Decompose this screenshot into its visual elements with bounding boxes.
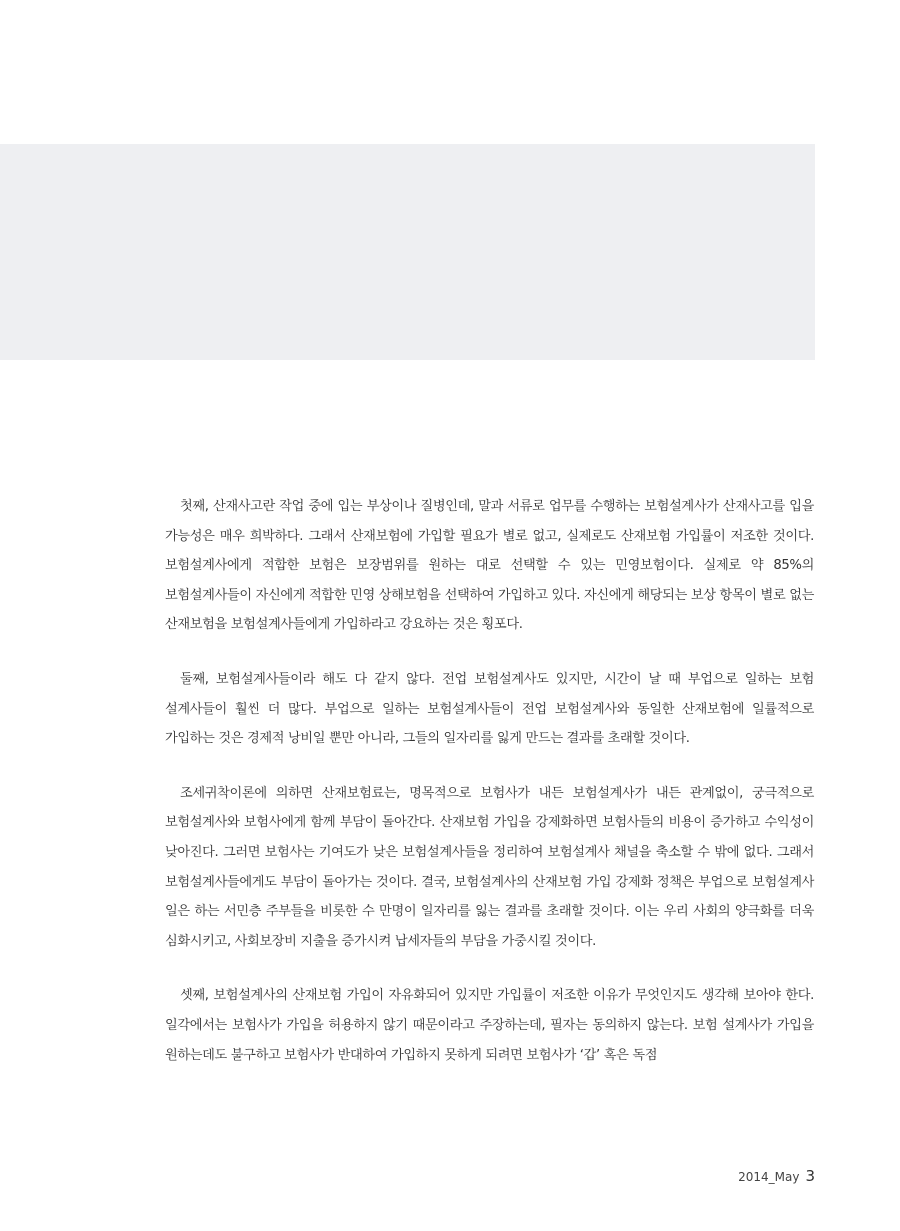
issue-label: 2014_May	[738, 1170, 800, 1184]
header-image-placeholder	[0, 144, 815, 360]
article-body	[165, 492, 814, 1095]
paragraph-first: 첫째, 산재사고란 작업 중에 입는 부상이나 질병인데, 말과 서류로 업무를 수행하는 보험설계사가 산재사고를 입을 가능성은 매우 희박하다. 그래서 산재보험에 가입할 필요가 별로 없고, 실제로도 산재보험 가입률이 저조한 것이다. 보험설계사에게 적합한 보험은 보장범위를 원하는 대로 선택할 수 있는 민영보험이다. 실제로 약 85%의 보험설계사들이 자신에게 적합한 민영 상해보험을 선택하여 가입하고 있다. 자신에게 해당되는 보상 항목이 별로 없는 산재보험을 보험설계사들에게 가입하라고 강요하는 것은 횡포다.	[165, 499, 814, 633]
page-number: 3	[805, 1167, 815, 1185]
paragraph-third: 셋째, 보험설계사의 산재보험 가입이 자유화되어 있지만 가입률이 저조한 이유가 무엇인지도 생각해 보아야 한다. 일각에서는 보험사가 가입을 허용하지 않기 때문이라고 주장하는데, 필자는 동의하지 않는다. 보험 설계사가 가입을 원하는데도 불구하고 보험사가 반대하여 가입하지 못하게 되려면 보험사가 ‘갑’ 혹은 독점	[165, 988, 814, 1063]
paragraph-tax-incidence: 조세귀착이론에 의하면 산재보험료는, 명목적으로 보험사가 내든 보험설계사가 내든 관계없이, 궁극적으로 보험설계사와 보험사에게 함께 부담이 돌아간다. 산재보험 가입을 강제화하면 보험사들의 비용이 증가하고 수익성이 낮아진다. 그러면 보험사는 기여도가 낮은 보험설계사들을 정리하여 보험설계사 채널을 축소할 수 밖에 없다. 그래서 보험설계사들에게도 부담이 돌아가는 것이다. 결국, 보험설계사의 산재보험 가입 강제화 정책은 부업으로 보험설계사 일은 하는 서민층 주부들을 비롯한 수 만명이 일자리를 잃는 결과를 초래할 것이다. 이는 우리 사회의 양극화를 더욱 심화시키고, 사회보장비 지출을 증가시켜 납세자들의 부담을 가중시킬 것이다.	[165, 785, 814, 949]
paragraph-second: 둘째, 보험설계사들이라 해도 다 같지 않다. 전업 보험설계사도 있지만, 시간이 날 때 부업으로 일하는 보험 설계사들이 훨씬 더 많다. 부업으로 일하는 보험설계사들이 전업 보험설계사와 동일한 산재보험에 일률적으로 가입하는 것은 경제적 낭비일 뿐만 아니라, 그들의 일자리를 잃게 만드는 결과를 초래할 것이다.	[165, 671, 814, 747]
page-footer	[738, 1167, 815, 1185]
